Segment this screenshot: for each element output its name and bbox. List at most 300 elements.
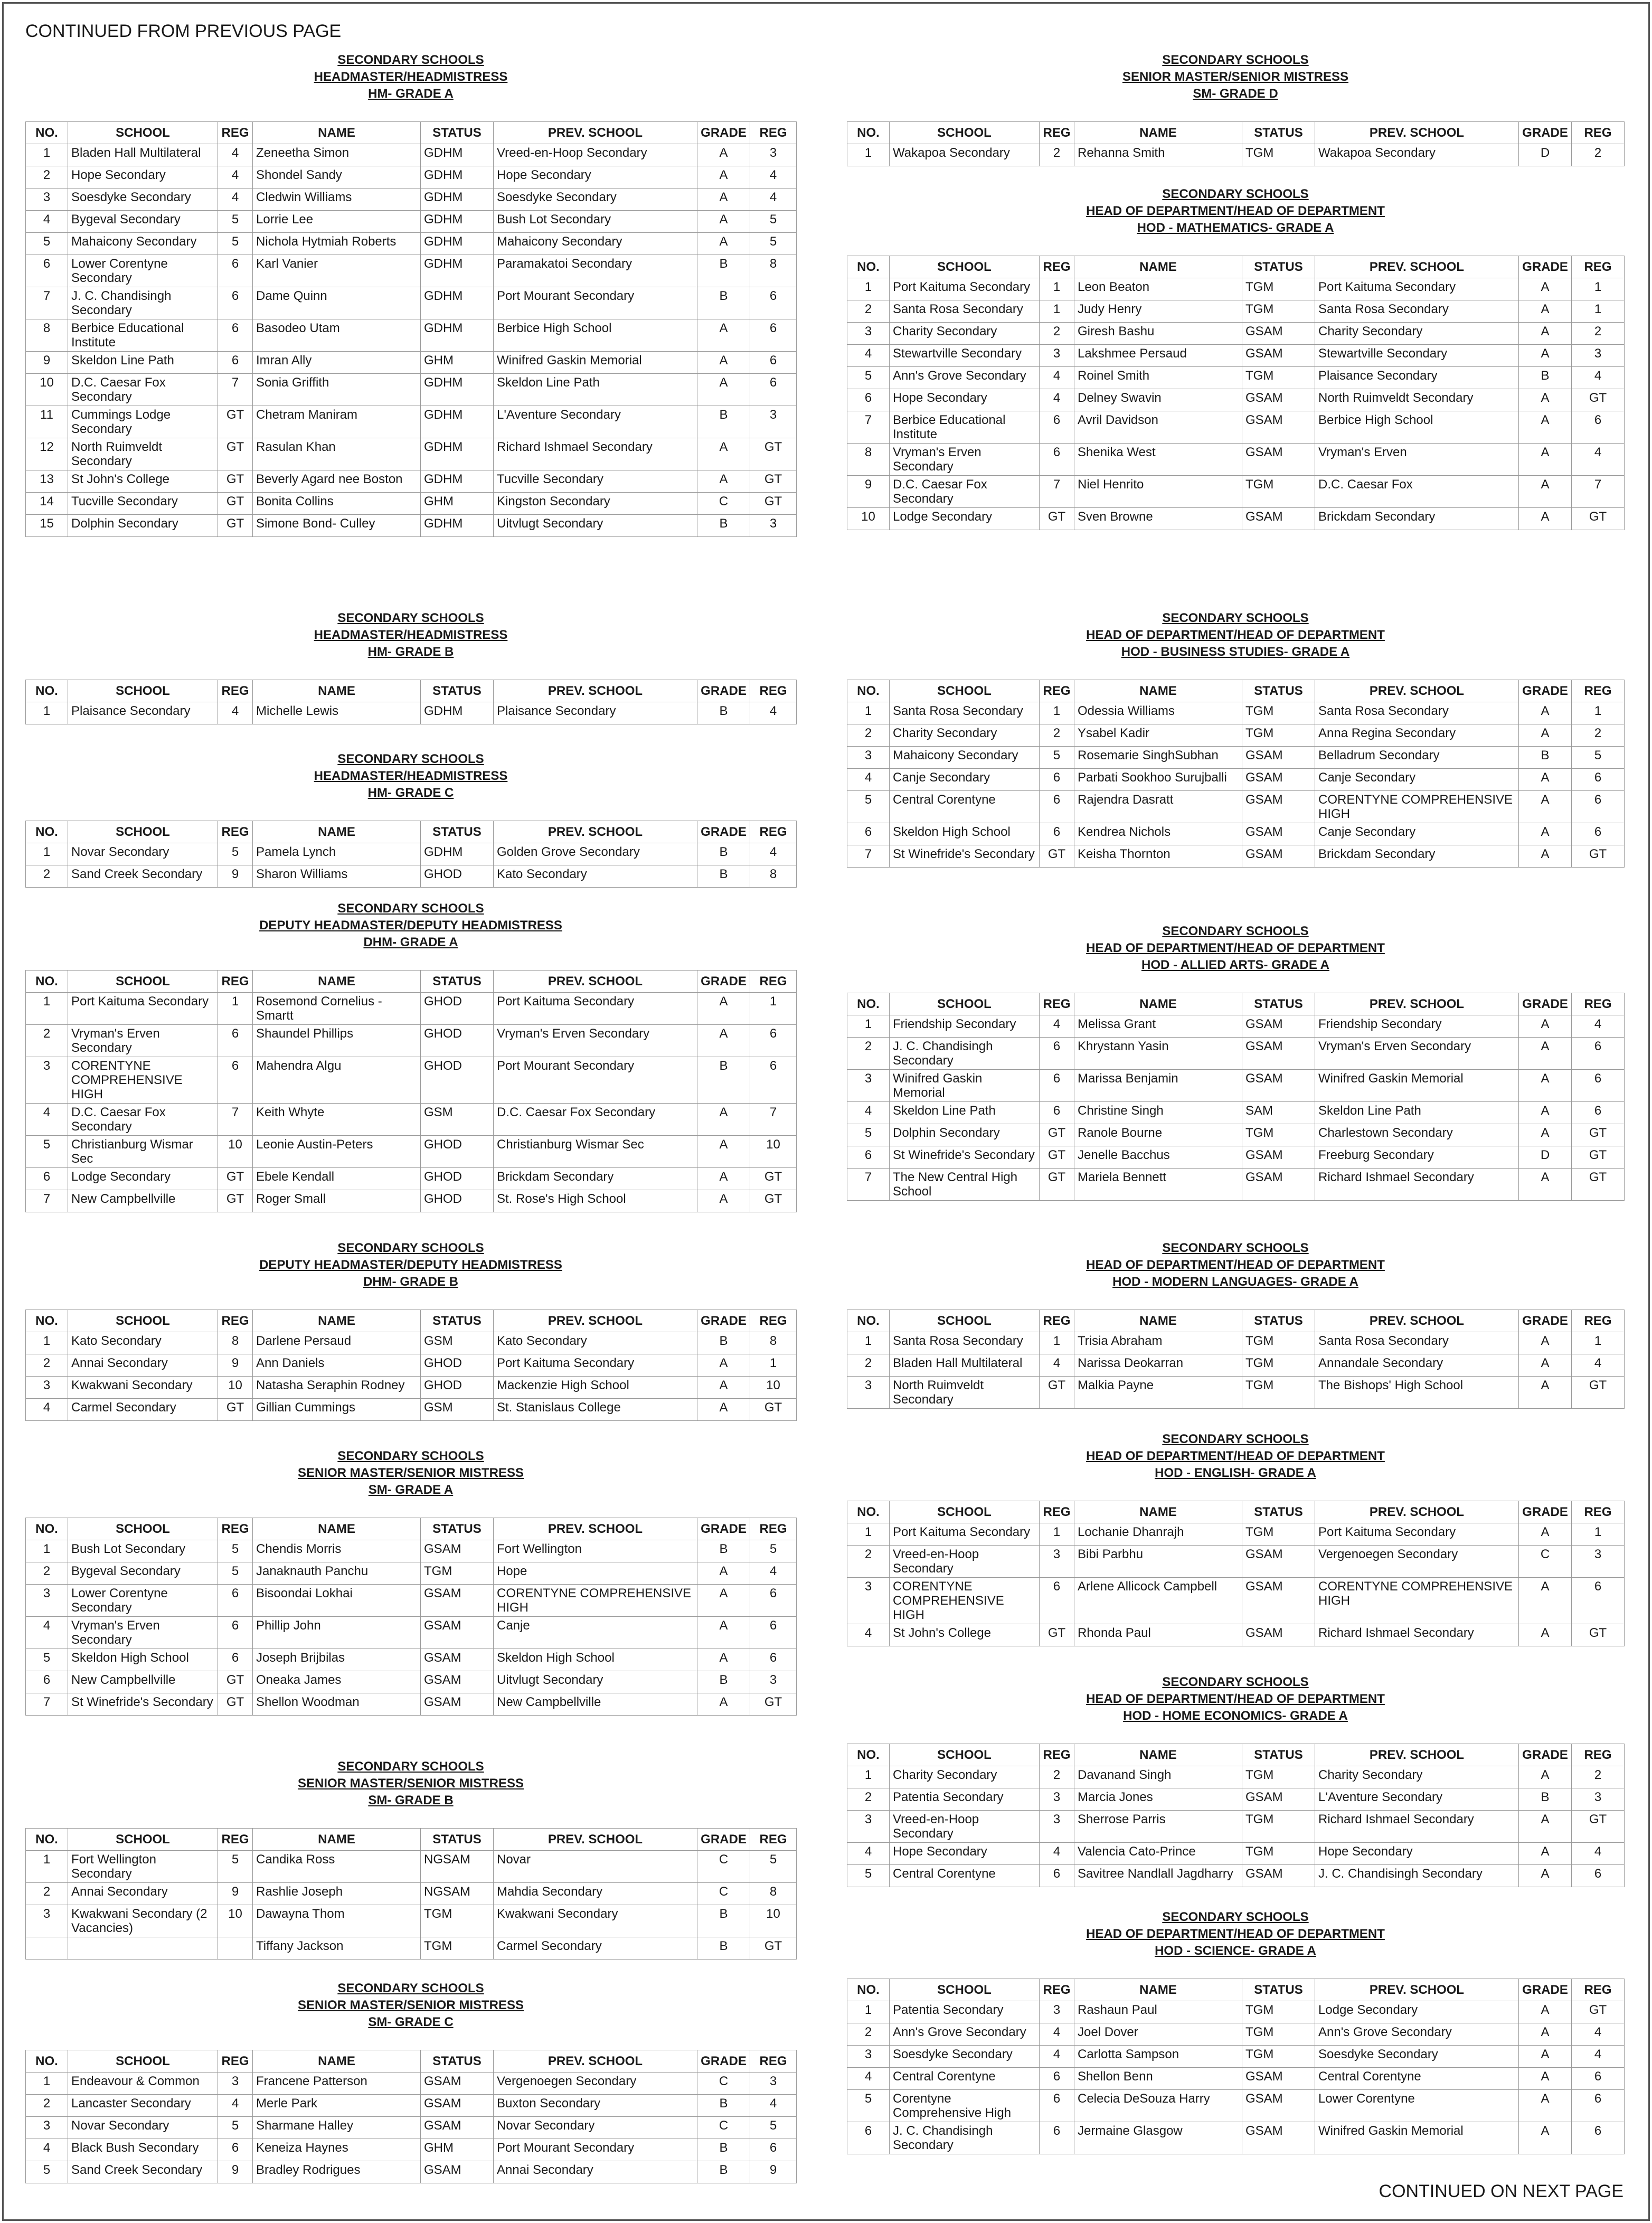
table-row [26,1649,797,1671]
cell-school: Central Corentyne [890,2068,1040,2090]
column-header-school: SCHOOL [890,680,1040,702]
cell-status: GSAM [1242,1015,1315,1038]
cell-reg: 4 [218,189,253,211]
cell-grade: A [1519,278,1572,300]
table-row [847,2068,1625,2090]
cell-status: GSAM [1242,411,1315,444]
column-header-prev-reg: REG [1572,993,1625,1015]
column-header-prev-school: PREV. SCHOOL [1315,1501,1519,1523]
cell-no: 7 [26,287,68,319]
cell-grade: A [697,374,750,406]
table-header-row [26,1829,797,1851]
column-header-no: NO. [26,680,68,702]
cell-reg: 3 [1040,2001,1074,2023]
cell-no: 3 [847,2046,890,2068]
cell-school: CORENTYNE COMPREHENSIVE HIGH [890,1578,1040,1624]
column-header-prev-school: PREV. SCHOOL [494,971,697,993]
table-row [26,352,797,374]
cell-name: Roger Small [253,1190,421,1212]
cell-prev-reg: 2 [1572,724,1625,747]
cell-prev-school: Buxton Secondary [494,2095,697,2117]
cell-name: Keisha Thornton [1074,845,1242,868]
cell-status: GDHM [421,319,494,352]
cell-name: Chetram Maniram [253,406,421,438]
cell-school: Lower Corentyne Secondary [68,1585,218,1617]
cell-status: GHOD [421,1025,494,1057]
column-header-grade: GRADE [1519,680,1572,702]
cell-no: 9 [26,352,68,374]
cell-status: GSAM [421,1540,494,1562]
cell-school: Carmel Secondary [68,1399,218,1421]
table-row [847,1578,1625,1624]
cell-name: Basodeo Utam [253,319,421,352]
appointments-table [25,121,797,537]
cell-grade: C [697,1883,750,1905]
cell-grade: A [1519,345,1572,367]
cell-grade: A [1519,724,1572,747]
section-heading-line: HEAD OF DEPARTMENT/HEAD OF DEPARTMENT [1086,1927,1385,1941]
section-left-6 [25,1448,796,1716]
cell-status: TGM [1242,367,1315,389]
cell-school: St John's College [890,1624,1040,1646]
column-header-prev-reg: REG [1572,122,1625,144]
cell-status: GSAM [1242,2068,1315,2090]
column-header-name: NAME [253,1518,421,1540]
cell-prev-reg: 6 [1572,1865,1625,1887]
column-header-grade: GRADE [1519,1979,1572,2001]
cell-prev-school: Soesdyke Secondary [494,189,697,211]
section-heading-line: SECONDARY SCHOOLS [1162,1910,1309,1924]
cell-name: Bibi Parbhu [1074,1546,1242,1578]
cell-prev-reg: 6 [750,319,797,352]
section-heading-line: SECONDARY SCHOOLS [1162,1241,1309,1255]
appointments-table [847,256,1625,530]
cell-no: 7 [847,1169,890,1201]
cell-status: TGM [1242,1843,1315,1865]
cell-prev-reg: 4 [750,843,797,865]
cell-name: Beverly Agard nee Boston [253,470,421,493]
cell-no: 1 [26,993,68,1025]
cell-no: 5 [26,1136,68,1168]
cell-prev-reg: GT [750,1399,797,1421]
cell-status: GSAM [421,1585,494,1617]
section-heading-line: DEPUTY HEADMASTER/DEPUTY HEADMISTRESS [259,918,562,932]
cell-school: Hope Secondary [890,389,1040,411]
cell-reg: GT [218,438,253,470]
cell-grade: A [697,1377,750,1399]
cell-no: 3 [847,1377,890,1409]
cell-name: Ranole Bourne [1074,1124,1242,1146]
cell-prev-reg: 5 [750,2117,797,2139]
column-header-name: NAME [1074,680,1242,702]
column-header-reg: REG [1040,256,1074,278]
column-header-status: STATUS [1242,1979,1315,2001]
cell-name: Malkia Payne [1074,1377,1242,1409]
cell-grade: B [697,1057,750,1104]
cell-school: Bygeval Secondary [68,1562,218,1585]
cell-reg: 4 [1040,389,1074,411]
cell-status: GSAM [421,2095,494,2117]
cell-reg: 2 [1040,144,1074,166]
cell-no: 3 [847,323,890,345]
cell-school: St Winefride's Secondary [890,845,1040,868]
cell-grade: A [697,1136,750,1168]
cell-grade: B [697,1332,750,1354]
cell-grade: C [697,2073,750,2095]
cell-prev-school: Santa Rosa Secondary [1315,702,1519,724]
cell-prev-school: Plaisance Secondary [1315,367,1519,389]
cell-status: GHM [421,493,494,515]
cell-status: GSAM [421,1671,494,1693]
table-row [847,2090,1625,2122]
cell-grade: B [697,2139,750,2161]
appointments-table [847,1310,1625,1409]
column-header-grade: GRADE [697,971,750,993]
cell-reg: GT [1040,1169,1074,1201]
cell-prev-reg: 9 [750,2161,797,2183]
cell-prev-reg: GT [750,493,797,515]
appointments-table [25,1310,797,1421]
column-header-prev-reg: REG [1572,680,1625,702]
cell-no: 2 [847,300,890,323]
cell-no: 5 [26,1649,68,1671]
table-row [26,374,797,406]
table-row [26,515,797,537]
section-heading-line: SECONDARY SCHOOLS [337,1241,484,1255]
cell-school: Santa Rosa Secondary [890,702,1040,724]
cell-school: New Campbellville [68,1671,218,1693]
cell-status: TGM [1242,300,1315,323]
cell-no: 3 [26,1377,68,1399]
cell-prev-reg: 10 [750,1377,797,1399]
cell-status: TGM [421,1562,494,1585]
cell-reg: 2 [1040,724,1074,747]
cell-reg: 1 [1040,300,1074,323]
column-header-school: SCHOOL [68,1829,218,1851]
cell-status: TGM [1242,144,1315,166]
cell-reg: GT [1040,508,1074,530]
column-header-reg: REG [1040,1501,1074,1523]
cell-name: Cledwin Williams [253,189,421,211]
cell-grade: A [1519,1624,1572,1646]
cell-prev-school: Brickdam Secondary [1315,508,1519,530]
cell-no: 7 [847,411,890,444]
cell-no: 14 [26,493,68,515]
cell-prev-reg: 6 [1572,823,1625,845]
cell-prev-reg: 3 [750,406,797,438]
section-heading-line: HM- GRADE B [367,645,454,659]
cell-status: GSAM [1242,769,1315,791]
cell-name: Shenika West [1074,444,1242,476]
cell-no: 4 [26,1399,68,1421]
cell-school: Lodge Secondary [68,1168,218,1190]
cell-grade: A [697,1649,750,1671]
cell-status: TGM [421,1937,494,1960]
column-header-reg: REG [218,680,253,702]
column-header-status: STATUS [421,2050,494,2073]
section-heading-line: SECONDARY SCHOOLS [337,1759,484,1774]
cell-name: Dame Quinn [253,287,421,319]
cell-prev-school: Canje Secondary [1315,823,1519,845]
section-heading-line: HOD - ALLIED ARTS- GRADE A [1141,958,1329,972]
cell-status: GDHM [421,166,494,189]
cell-grade: B [697,287,750,319]
table-row [847,508,1625,530]
cell-prev-school: Brickdam Secondary [1315,845,1519,868]
column-header-reg: REG [218,1518,253,1540]
cell-reg: 6 [1040,2068,1074,2090]
cell-status: GDHM [421,233,494,255]
section-heading-line: HEAD OF DEPARTMENT/HEAD OF DEPARTMENT [1086,204,1385,218]
cell-no: 8 [847,444,890,476]
cell-grade: A [697,1354,750,1377]
cell-name: Trisia Abraham [1074,1332,1242,1354]
cell-reg: 6 [218,1057,253,1104]
column-header-prev-reg: REG [750,971,797,993]
cell-grade: D [1519,1146,1572,1169]
cell-status: TGM [1242,278,1315,300]
cell-prev-school: Kingston Secondary [494,493,697,515]
section-heading-line: DEPUTY HEADMASTER/DEPUTY HEADMISTRESS [259,1258,562,1272]
cell-status: TGM [1242,1811,1315,1843]
cell-status: TGM [1242,1523,1315,1546]
cell-name: Bonita Collins [253,493,421,515]
section-heading-line: DHM- GRADE A [363,935,458,949]
appointments-table [25,1518,797,1716]
table-row [26,1937,797,1960]
column-header-prev-school: PREV. SCHOOL [1315,1744,1519,1766]
cell-grade: A [1519,444,1572,476]
cell-prev-reg: 6 [750,374,797,406]
cell-name: Sonia Griffith [253,374,421,406]
cell-name: Ebele Kendall [253,1168,421,1190]
table-row [847,1102,1625,1124]
table-row [847,1523,1625,1546]
section-right-1 [847,52,1624,166]
cell-grade: B [697,2161,750,2183]
cell-grade: B [697,1905,750,1937]
column-header-no: NO. [847,1744,890,1766]
appointments-table [25,970,797,1212]
column-header-no: NO. [26,122,68,144]
cell-reg: 4 [218,2095,253,2117]
column-header-no: NO. [26,971,68,993]
cell-prev-reg: GT [1572,845,1625,868]
cell-prev-reg: 6 [1572,2068,1625,2090]
table-row [847,367,1625,389]
cell-grade: A [1519,1354,1572,1377]
cell-school: Berbice Educational Institute [68,319,218,352]
cell-no: 7 [847,845,890,868]
cell-prev-school: Skeldon Line Path [1315,1102,1519,1124]
cell-grade: C [697,1851,750,1883]
section-heading-line: HEADMASTER/HEADMISTRESS [314,769,508,783]
appointments-table [847,121,1625,166]
cell-no: 4 [847,1102,890,1124]
cell-no: 1 [26,702,68,724]
cell-status: TGM [421,1905,494,1937]
table-row [847,1146,1625,1169]
cell-status: GDHM [421,144,494,166]
cell-reg: 4 [1040,2023,1074,2046]
cell-school: J. C. Chandisingh Secondary [68,287,218,319]
cell-name: Christine Singh [1074,1102,1242,1124]
table-row [847,1377,1625,1409]
cell-prev-school: The Bishops' High School [1315,1377,1519,1409]
cell-school: Vreed-en-Hoop Secondary [890,1546,1040,1578]
cell-prev-school: Port Mourant Secondary [494,1057,697,1104]
cell-prev-school: Richard Ishmael Secondary [1315,1811,1519,1843]
cell-prev-school: Kwakwani Secondary [494,1905,697,1937]
cell-reg: 4 [1040,1843,1074,1865]
section-heading-line: SENIOR MASTER/SENIOR MISTRESS [297,1466,524,1480]
section-heading-line: SM- GRADE A [368,1483,454,1497]
cell-school: Bladen Hall Multilateral [68,144,218,166]
table-header-row [847,680,1625,702]
cell-grade: A [697,211,750,233]
cell-status: TGM [1242,1377,1315,1409]
section-heading-line: SECONDARY SCHOOLS [337,1981,484,1995]
table-header-row [847,1310,1625,1332]
cell-reg: 4 [1040,1015,1074,1038]
cell-reg: 7 [218,1104,253,1136]
cell-no: 2 [847,724,890,747]
cell-name: Nichola Hytmiah Roberts [253,233,421,255]
column-header-status: STATUS [421,1829,494,1851]
cell-school: Santa Rosa Secondary [890,300,1040,323]
cell-school: Fort Wellington Secondary [68,1851,218,1883]
cell-status: GSAM [421,2161,494,2183]
cell-prev-reg: 2 [1572,1766,1625,1788]
cell-prev-school: Skeldon Line Path [494,374,697,406]
table-row [847,1811,1625,1843]
cell-grade: C [697,2117,750,2139]
cell-status: GHOD [421,1136,494,1168]
cell-reg: 3 [1040,1788,1074,1811]
cell-prev-reg: GT [1572,2001,1625,2023]
cell-school: J. C. Chandisingh Secondary [890,1038,1040,1070]
cell-status: GSM [421,1332,494,1354]
cell-reg: 8 [218,1332,253,1354]
cell-school: Central Corentyne [890,1865,1040,1887]
cell-prev-school: Winifred Gaskin Memorial [494,352,697,374]
cell-school: Endeavour & Common [68,2073,218,2095]
cell-grade: B [697,1671,750,1693]
cell-status: TGM [1242,1354,1315,1377]
cell-reg: 6 [218,1585,253,1617]
table-row [26,2161,797,2183]
cell-prev-reg: 6 [750,287,797,319]
cell-name: Savitree Nandlall Jagdharry [1074,1865,1242,1887]
section-right-6 [847,1431,1624,1646]
section-heading-line: SECONDARY SCHOOLS [1162,53,1309,67]
section-heading-line: DHM- GRADE B [363,1275,458,1289]
cell-no: 2 [26,1562,68,1585]
cell-status: TGM [1242,1766,1315,1788]
cell-prev-school: Charity Secondary [1315,1766,1519,1788]
column-header-grade: GRADE [697,821,750,843]
cell-name: Keneiza Haynes [253,2139,421,2161]
cell-name: Leon Beaton [1074,278,1242,300]
table-row [26,1332,797,1354]
table-row [847,747,1625,769]
table-row [847,724,1625,747]
cell-status: TGM [1242,1332,1315,1354]
cell-grade: A [1519,1843,1572,1865]
cell-prev-school: Hope Secondary [1315,1843,1519,1865]
cell-grade: B [1519,367,1572,389]
cell-prev-school: Santa Rosa Secondary [1315,300,1519,323]
cell-no: 3 [847,747,890,769]
cell-no: 4 [26,1617,68,1649]
cell-prev-reg: 8 [750,255,797,287]
cell-reg: 6 [218,287,253,319]
table-row [26,1883,797,1905]
cell-reg: 9 [218,1354,253,1377]
section-heading-line: SECONDARY SCHOOLS [337,1449,484,1463]
cell-status: NGSAM [421,1883,494,1905]
column-header-prev-school: PREV. SCHOOL [1315,993,1519,1015]
cell-no: 7 [26,1693,68,1716]
cell-no: 2 [847,1038,890,1070]
cell-reg: 5 [218,2117,253,2139]
cell-no: 4 [26,2139,68,2161]
column-header-reg: REG [218,122,253,144]
cell-status: GSAM [1242,2122,1315,2154]
cell-grade: A [1519,823,1572,845]
table-row [26,406,797,438]
cell-prev-reg: 6 [1572,2090,1625,2122]
cell-grade: A [1519,1377,1572,1409]
cell-reg: GT [218,470,253,493]
cell-school: Ann's Grove Secondary [890,367,1040,389]
cell-prev-school: L'Aventure Secondary [494,406,697,438]
cell-name: Chendis Morris [253,1540,421,1562]
cell-reg: 7 [218,374,253,406]
table-row [26,2073,797,2095]
table-row [847,345,1625,367]
cell-grade: A [697,1025,750,1057]
cell-name: Rashlie Joseph [253,1883,421,1905]
cell-prev-school: Richard Ishmael Secondary [494,438,697,470]
cell-prev-school: Charity Secondary [1315,323,1519,345]
cell-reg: 6 [1040,1070,1074,1102]
section-heading-line: HEADMASTER/HEADMISTRESS [314,70,508,84]
column-header-name: NAME [253,680,421,702]
cell-prev-school: Canje [494,1617,697,1649]
cell-name: Francene Patterson [253,2073,421,2095]
cell-name: Parbati Sookhoo Surujballi [1074,769,1242,791]
cell-reg: GT [218,1399,253,1421]
column-header-reg: REG [218,971,253,993]
column-header-name: NAME [1074,1744,1242,1766]
cell-prev-school: St. Stanislaus College [494,1399,697,1421]
table-row [26,493,797,515]
cell-school: Tucville Secondary [68,493,218,515]
table-header-row [847,1979,1625,2001]
table-row [26,2095,797,2117]
cell-reg: 6 [218,1617,253,1649]
cell-status: GSAM [1242,1546,1315,1578]
table-row [847,476,1625,508]
section-heading-line: SENIOR MASTER/SENIOR MISTRESS [297,1998,524,2012]
cell-school: Vryman's Erven Secondary [68,1025,218,1057]
cell-no: 1 [847,702,890,724]
cell-prev-reg: 6 [750,1617,797,1649]
column-header-school: SCHOOL [890,256,1040,278]
cell-name: Lorrie Lee [253,211,421,233]
cell-prev-reg: GT [750,438,797,470]
